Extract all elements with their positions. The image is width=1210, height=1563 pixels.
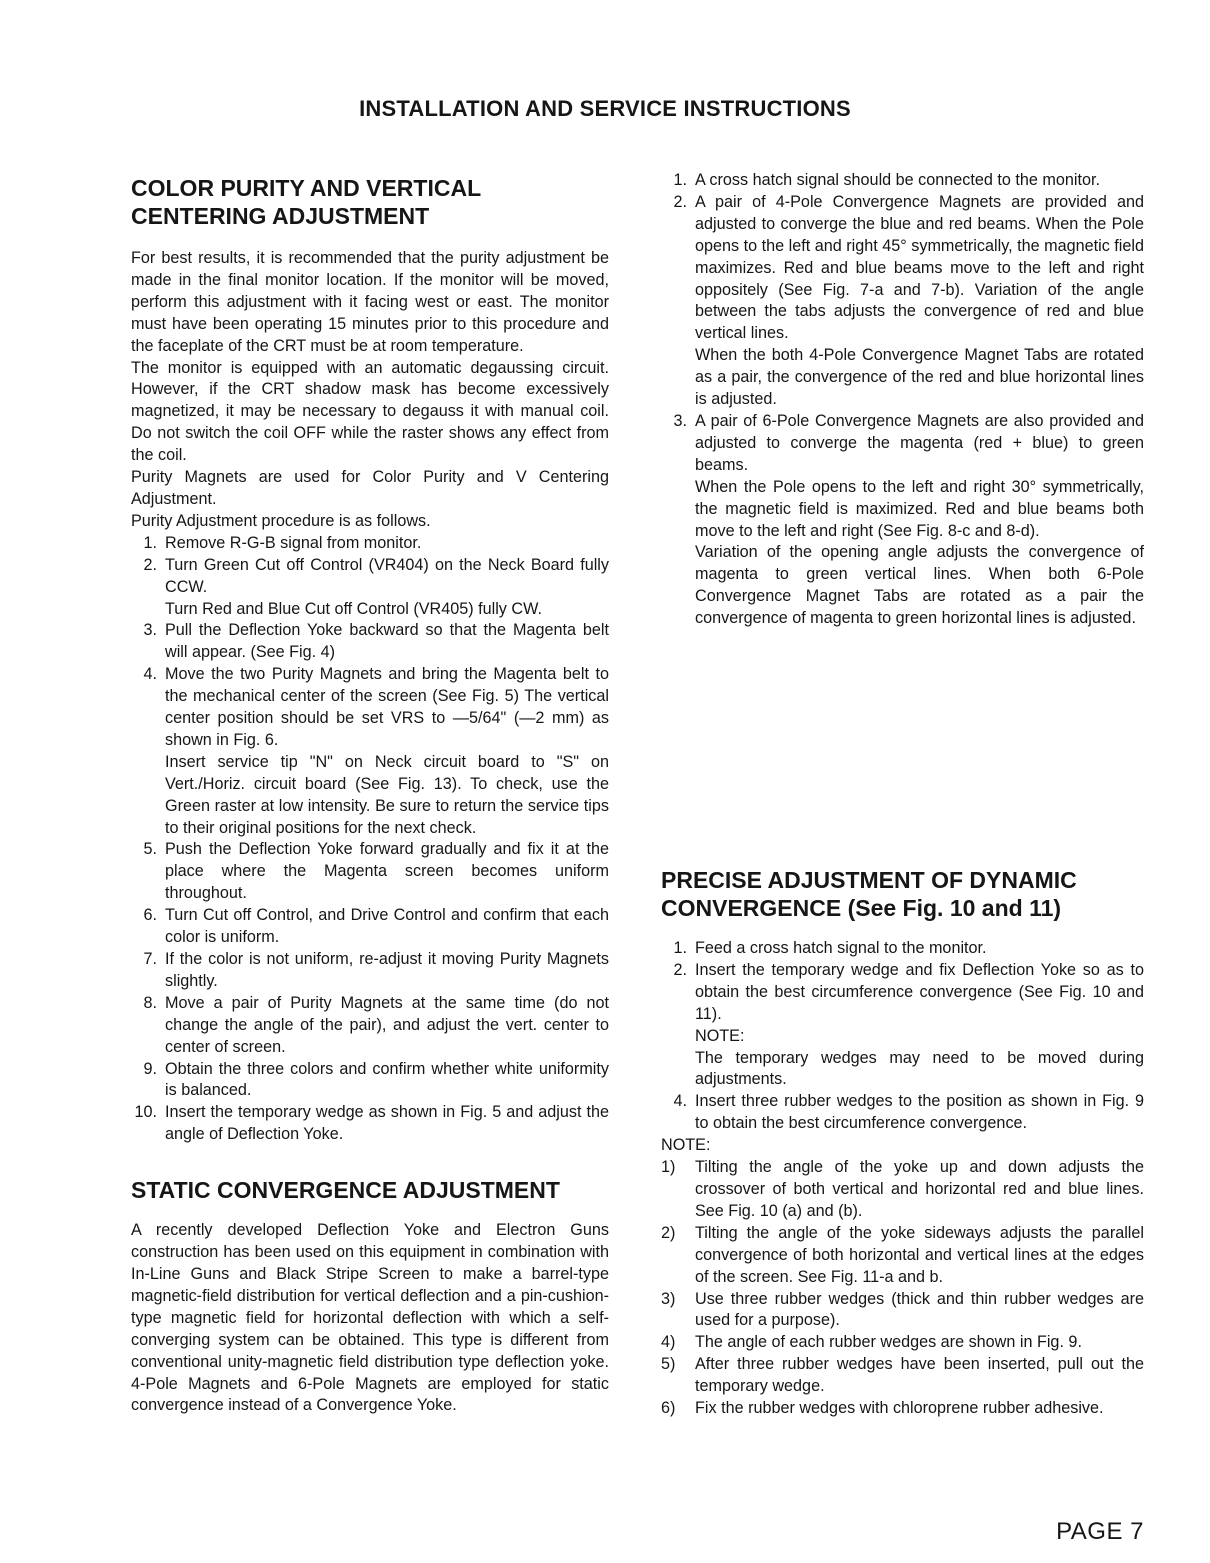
static-step: 2. A pair of 4-Pole Convergence Magnets are provided and adjusted to converge the blue and red beams. When the Pole opens to the left and right 45° symmetrically, the magnetic field maximizes. Red and blue beams move to the left and right oppositely (See Fig. 7-a and 7-b). Variation of the angle between the tabs adjusts the convergence of red and blue vertical lines. When the both 4-Pole Convergence Magnet Tabs are rotated as a pair, the convergence of the red and blue horizontal lines is adjusted. <box>673 192 1144 409</box>
purity-paragraph: The monitor is equipped with an automatic degaussing circuit. However, if the CRT shadow mask has become excessively magnetized, it may be necessary to degauss it with manual coil. Do not switch the coil OFF while the raster shows any effect from the coil. <box>131 358 609 465</box>
purity-step: 10. Insert the temporary wedge as shown in Fig. 5 and adjust the angle of Deflection Yoke. <box>134 1103 609 1144</box>
purity-step: 6. Turn Cut off Control, and Drive Control and confirm that each color is uniform. <box>143 906 609 947</box>
note-label: NOTE: <box>661 1136 711 1155</box>
precise-note: 6) Fix the rubber wedges with chloroprene rubber adhesive. <box>661 1399 1104 1418</box>
precise-note: 5) After three rubber wedges have been inserted, pull out the temporary wedge. <box>661 1355 1144 1396</box>
static-step: 1. A cross hatch signal should be connected to the monitor. <box>673 171 1100 189</box>
precise-note: 1) Tilting the angle of the yoke up and down adjusts the crossover of both vertical and horizontal red and blue lines. See Fig. 10 (a) and (b). <box>661 1158 1144 1220</box>
purity-step: 3. Pull the Deflection Yoke backward so that the Magenta belt will appear. (See Fig. 4) <box>143 621 609 662</box>
precise-step: 4. Insert three rubber wedges to the position as shown in Fig. 9 to obtain the best circumference convergence. <box>673 1092 1144 1133</box>
page-number: PAGE 7 <box>1056 1518 1144 1545</box>
precise-note: 4) The angle of each rubber wedges are shown in Fig. 9. <box>661 1333 1082 1352</box>
purity-paragraph: Purity Magnets are used for Color Purity and V Centering Adjustment. <box>131 468 609 508</box>
precise-note: 3) Use three rubber wedges (thick and thin rubber wedges are used for a purpose). <box>661 1289 1144 1330</box>
purity-steps <box>131 533 609 1146</box>
right-column <box>661 170 1144 1418</box>
static-steps <box>661 170 1144 630</box>
precise-steps <box>661 938 1144 1135</box>
static-step: 3. A pair of 6-Pole Convergence Magnets are also provided and adjusted to converge the magenta (red + blue) to green beams. When the Pole opens to the left and right 30° symmetrically, the magnetic field is maximized. Red and blue beams both move to the left and right (See Fig. 8-c and 8-d). Variation of the opening angle adjusts the convergence of magenta to green vertical lines. When both 6-Pole Convergence Magnet Tabs are rotated as a pair the convergence of magenta to green horizontal lines is adjusted. <box>673 411 1144 628</box>
purity-step: 2. Turn Green Cut off Control (VR404) on the Neck Board fully CCW. Turn Red and Blue Cut off Control (VR405) fully CW. <box>143 555 609 618</box>
precise-note: 2) Tilting the angle of the yoke sideways adjusts the parallel convergence of both horizontal and vertical lines at the edges of the screen. See Fig. 11-a and b. <box>661 1223 1144 1286</box>
purity-step: 8. Move a pair of Purity Magnets at the same time (do not change the angle of the pair), and adjust the vert. center to center of screen. <box>143 993 609 1056</box>
purity-paragraph: For best results, it is recommended that the purity adjustment be made in the final monitor location. If the monitor will be moved, perform this adjustment with it facing west or east. The monitor must have been operating 15 minutes prior to this procedure and the faceplate of the CRT must be at room temperature. <box>131 249 609 355</box>
precise-step: 1. Feed a cross hatch signal to the monitor. <box>673 939 987 957</box>
static-paragraph: A recently developed Deflection Yoke and Electron Guns construction has been used on this equipment in combination with In-Line Guns and Black Stripe Screen to make a barrel-type magnetic-field distribution for vertical deflection and a pin-cushion-type magnetic field for horizontal deflection with which a self-converging system can be obtained. This type is different from conventional unity-magnetic field distribution type deflection yoke. 4-Pole Magnets and 6-Pole Magnets are employed for static convergence instead of a Convergence Yoke. <box>131 1221 609 1415</box>
purity-section-title: COLOR PURITY AND VERTICAL CENTERING ADJUSTMENT <box>131 175 481 229</box>
purity-step: 5. Push the Deflection Yoke forward gradually and fix it at the place where the Magenta screen becomes uniform throughout. <box>143 840 609 903</box>
purity-step: 9. Obtain the three colors and confirm whether white uniformity is balanced. <box>143 1059 609 1100</box>
precise-section-title: PRECISE ADJUSTMENT OF DYNAMIC CONVERGENCE (See Fig. 10 and 11) <box>661 867 1077 921</box>
page-header: INSTALLATION AND SERVICE INSTRUCTIONS <box>359 96 851 121</box>
purity-step: 4. Move the two Purity Magnets and bring the Magenta belt to the mechanical center of the screen (See Fig. 5) The vertical center position should be set VRS to —5/64" (—2 mm) as shown in Fig. 6. Insert service tip "N" on Neck circuit board to "S" on Vert./Horiz. circuit board (See Fig. 13). To check, use the Green raster at low intensity. Be sure to return the service tips to their original positions for the next check. <box>143 665 609 837</box>
purity-step: 1. Remove R-G-B signal from monitor. <box>143 533 422 552</box>
precise-notes <box>661 1157 1144 1420</box>
precise-body <box>661 938 1144 1420</box>
purity-paragraph: Purity Adjustment procedure is as follows. <box>131 511 431 530</box>
static-section-title: STATIC CONVERGENCE ADJUSTMENT <box>131 1177 560 1204</box>
left-column <box>131 174 609 1417</box>
precise-step: 2. Insert the temporary wedge and fix Deflection Yoke so as to obtain the best circumference convergence (See Fig. 10 and 11). NOTE: The temporary wedges may need to be moved during adjustments. <box>673 960 1144 1089</box>
purity-step: 7. If the color is not uniform, re-adjust it moving Purity Magnets slightly. <box>143 950 609 990</box>
